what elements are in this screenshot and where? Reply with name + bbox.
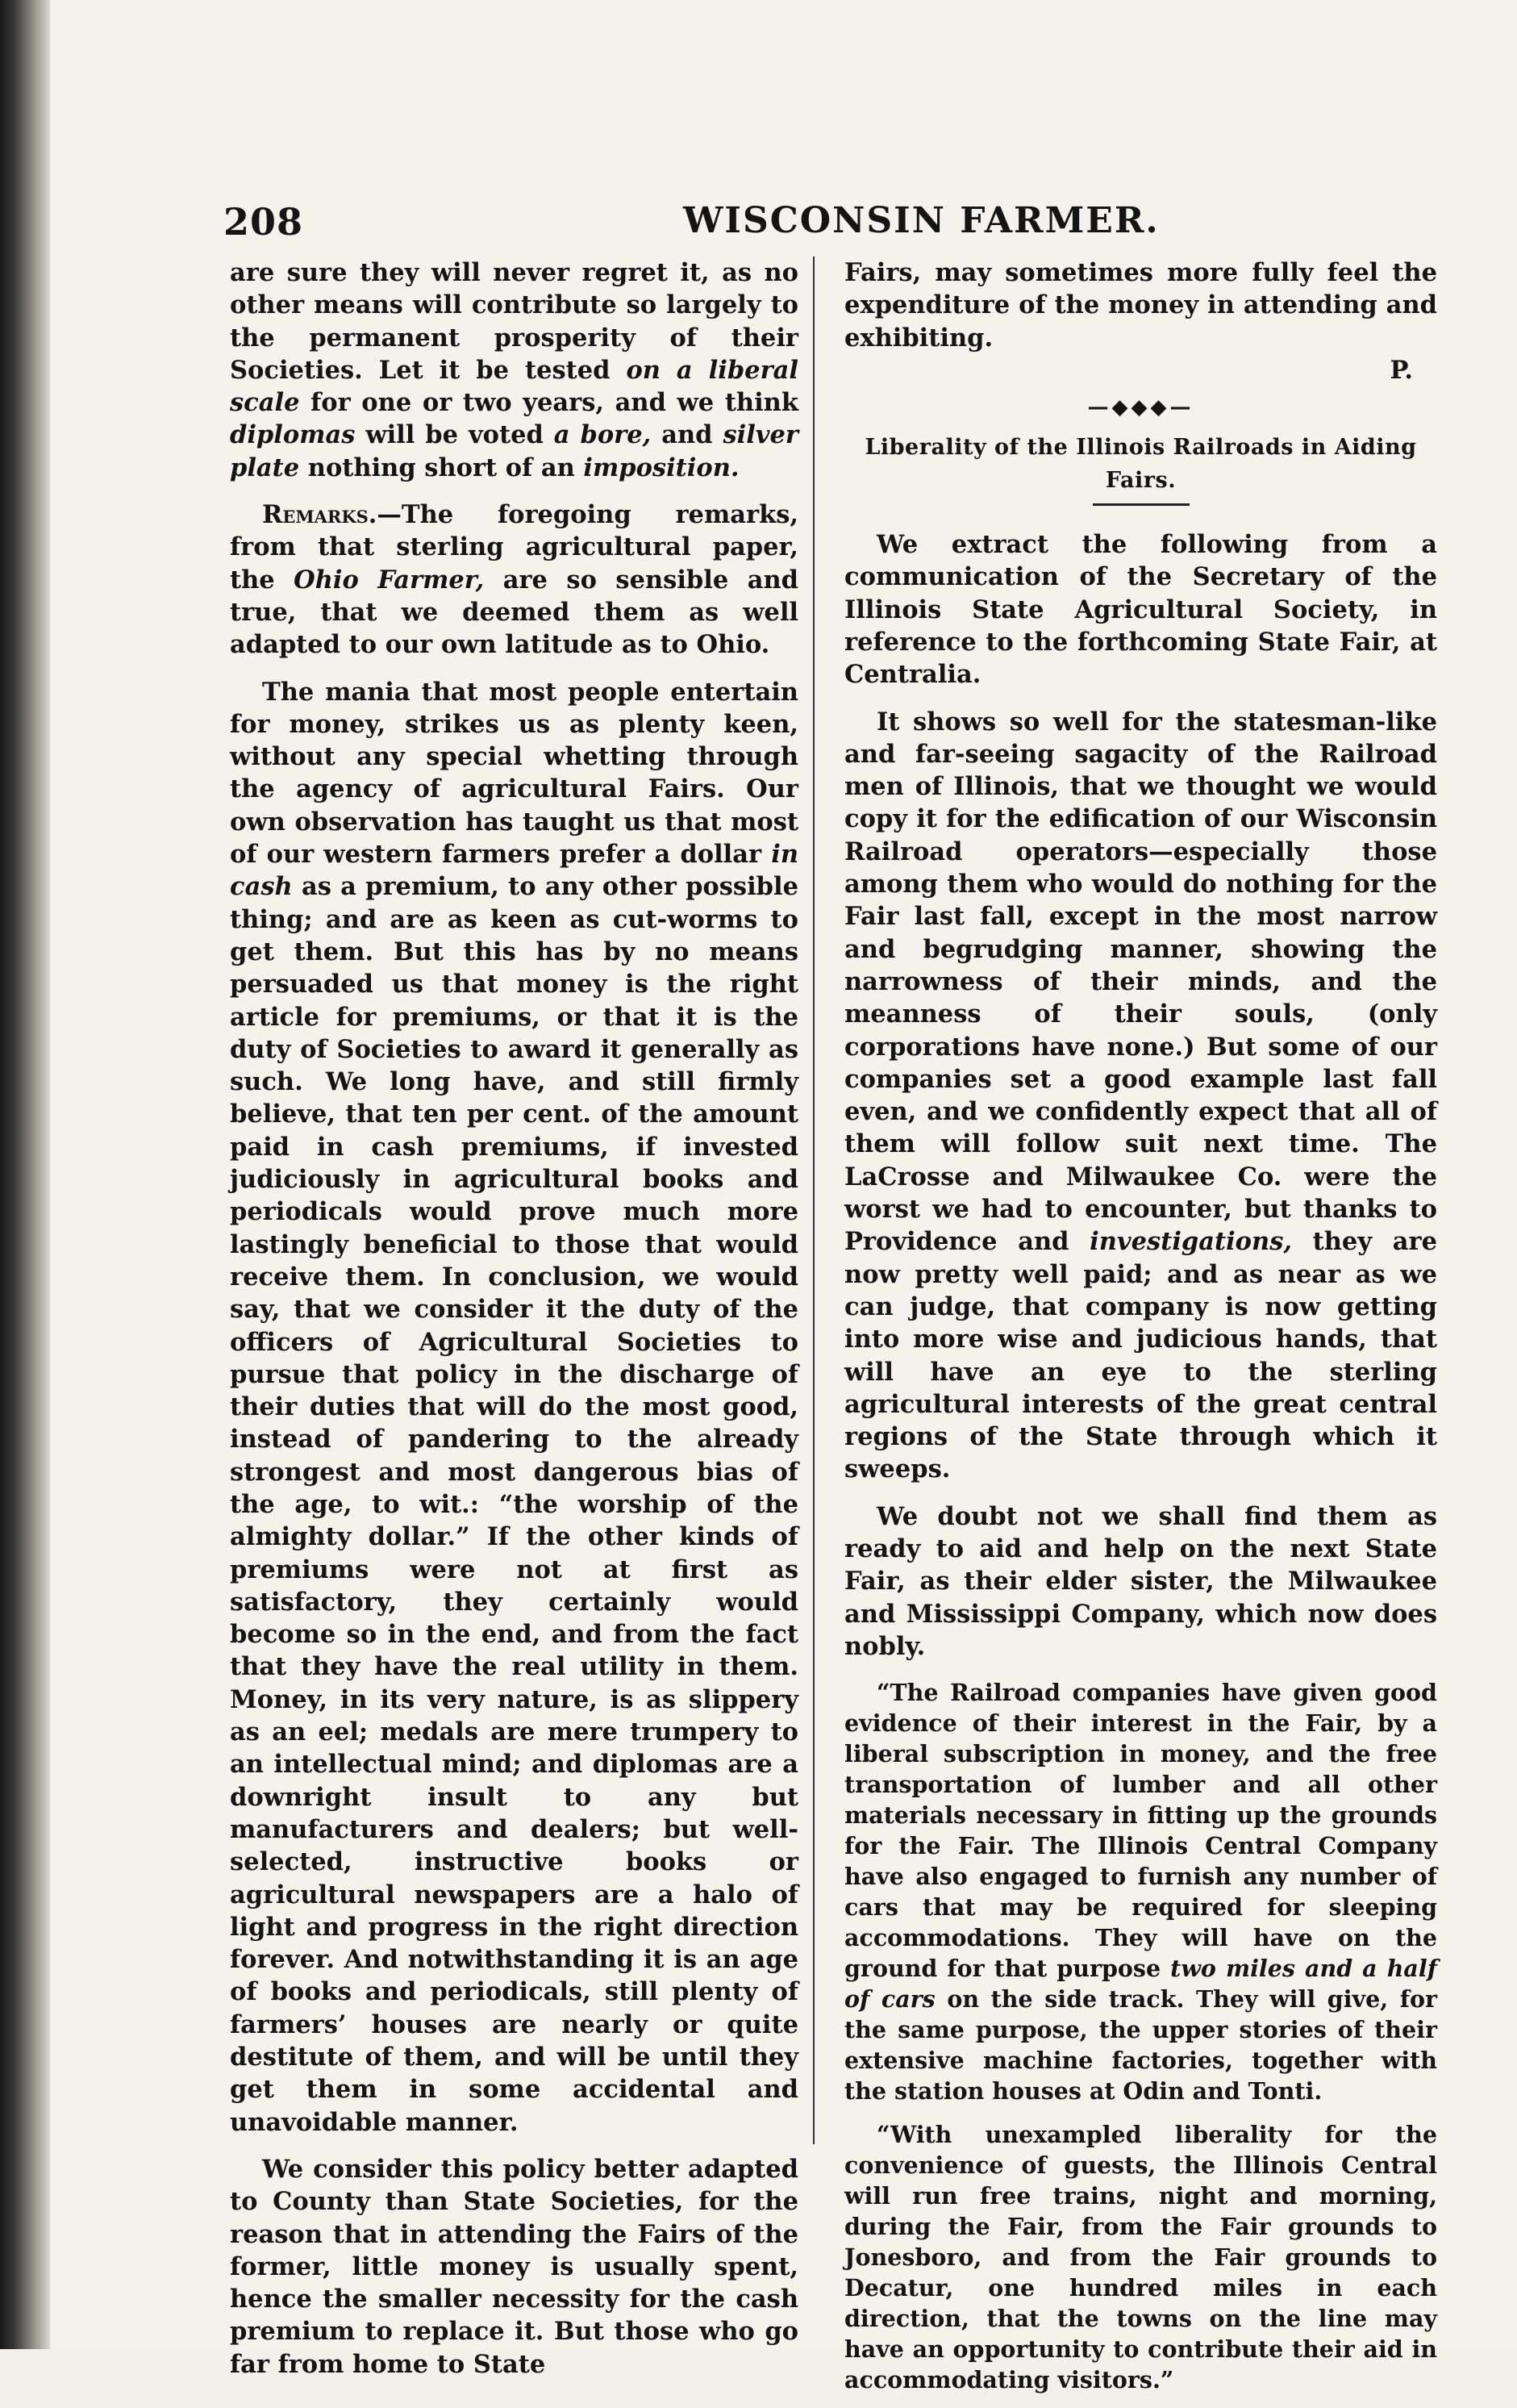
left-column xyxy=(230,257,798,2395)
page-number: 208 xyxy=(223,200,304,244)
running-title: WISCONSIN FARMER. xyxy=(683,200,1160,241)
heading-rule xyxy=(1093,503,1190,506)
author-signature: P. xyxy=(1390,355,1413,385)
paragraph-remarks: Remarks.—The foregoing remarks, from that sterling agricultural paper, the Ohio Farmer, are so sensible and true, that we deemed them as well adapted to our own latitude as to Ohio. xyxy=(230,500,798,660)
quote-free-trains: “With unexampled liberality for the convenience of guests, the Illinois Central will run free trains, night and morning, during the Fair, from the Fair grounds to Jonesboro, and from the Fair grounds to Decatur, one hundred miles in each direction, that the towns on the line may have an opportunity to contribute their aid in accommodating visitors.” xyxy=(844,2121,1437,2394)
page-header xyxy=(223,200,1441,248)
column-divider xyxy=(813,257,815,2144)
paragraph-continuation-right: Fairs, may sometimes more fully feel the expenditure of the money in attending and exhibiting. xyxy=(844,258,1437,353)
article-heading: Liberality of the Illinois Railroads in Aiding Fairs. xyxy=(865,435,1417,493)
paragraph-extract: We extract the following from a communication of the Secretary of the Illinois State Agricultural Society, in reference to the forthcoming State Fair, at Centralia. xyxy=(844,530,1437,690)
remarks-label: Remarks. xyxy=(262,500,377,530)
right-column xyxy=(844,257,1437,2408)
paragraph-next-fair: We doubt not we shall find them as ready to aid and help on the next State Fair, as their elder sister, the Milwaukee and Mississippi Company, which now does nobly. xyxy=(844,1501,1437,1661)
book-page xyxy=(50,0,1517,2394)
paragraph-policy: We consider this policy better adapted to County than State Societies, for the reason that in attending the Fairs of the former, little money is usually spent, hence the smaller necessity for the cash premium to replace it. But those who go far from home to State xyxy=(230,2154,798,2379)
paragraph-continuation: are sure they will never regret it, as no other means will contribute so largely to the permanent prosperity of their Societies. Let it be tested on a liberal scale for one or two years, and we think diplomas will be voted a bore, and silver plate nothing short of an imposition. xyxy=(230,258,798,482)
book-binding-edge xyxy=(0,0,50,2349)
paragraph-railroad-men: It shows so well for the statesman-like and far-seeing sagacity of the Railroad men of Illinois, that we thought we would copy it for the edification of our Wisconsin Railroad operators—especially those among them who would do nothing for the Fair last fall, except in the most narrow and begrudging manner, showing the narrowness of their minds, and the meanness of their souls, (only corporations have none.) But some of our companies set a good example last fall even, and we confidently expect that all of them will follow suit next time. The LaCrosse and Milwaukee Co. were the worst we had to encounter, but thanks to Providence and investigations, they are now pretty well paid; and as near as we can judge, that company is now getting into more wise and judicious hands, that will have an eye to the sterling agricultural interests of the great central regions of the State through which it sweeps. xyxy=(844,707,1437,1484)
paragraph-mania: The mania that most people entertain for money, strikes us as plenty keen, without any special whetting through the agency of agricultural Fairs. Our own observation has taught us that most of our western farmers prefer a dollar in cash as a premium, to any other possible thing; and are as keen as cut-worms to get them. But this has by no means persuaded us that money is the right article for premiums, or that it is the duty of Societies to award it generally as such. We long have, and still firmly believe, that ten per cent. of the amount paid in cash premiums, if invested judiciously in agricultural books and periodicals would prove much more lastingly beneficial to those that would receive them. In conclusion, we would say, that we consider it the duty of the officers of Agricultural Societies to pursue that policy in the discharge of their duties that will do the most good, instead of pandering to the already strongest and most dangerous bias of the age, to wit.: “the worship of the almighty dollar.” If the other kinds of premiums were not at first as satisfactory, they certainly would become so in the end, and from the fact that they have the real utility in them. Money, in its very nature, is as slippery as an eel; medals are mere trumpery to an intellectual mind; and diplomas are a downright insult to any but manufacturers and dealers; but well-selected, instructive books or agricultural newspapers are a halo of light and progress in the right direction forever. And notwithstanding it is an age of books and periodicals, still plenty of farmers’ houses are nearly or quite destitute of them, and will be until they get them in some accidental and unavoidable manner. xyxy=(230,677,798,2137)
section-ornament: —◆◆◆— xyxy=(1087,395,1194,420)
quote-railroad-companies: “The Railroad companies have given good evidence of their interest in the Fair, by a liberal subscription in money, and the free transportation of lumber and all other materials necessary in fitting up the grounds for the Fair. The Illinois Central Company have also engaged to furnish any number of cars that may be required for sleeping accommodations. They will have on the ground for that purpose two miles and a half of cars on the side track. They will give, for the same purpose, the upper stories of their extensive machine factories, together with the station houses at Odin and Tonti. xyxy=(844,1679,1437,2105)
